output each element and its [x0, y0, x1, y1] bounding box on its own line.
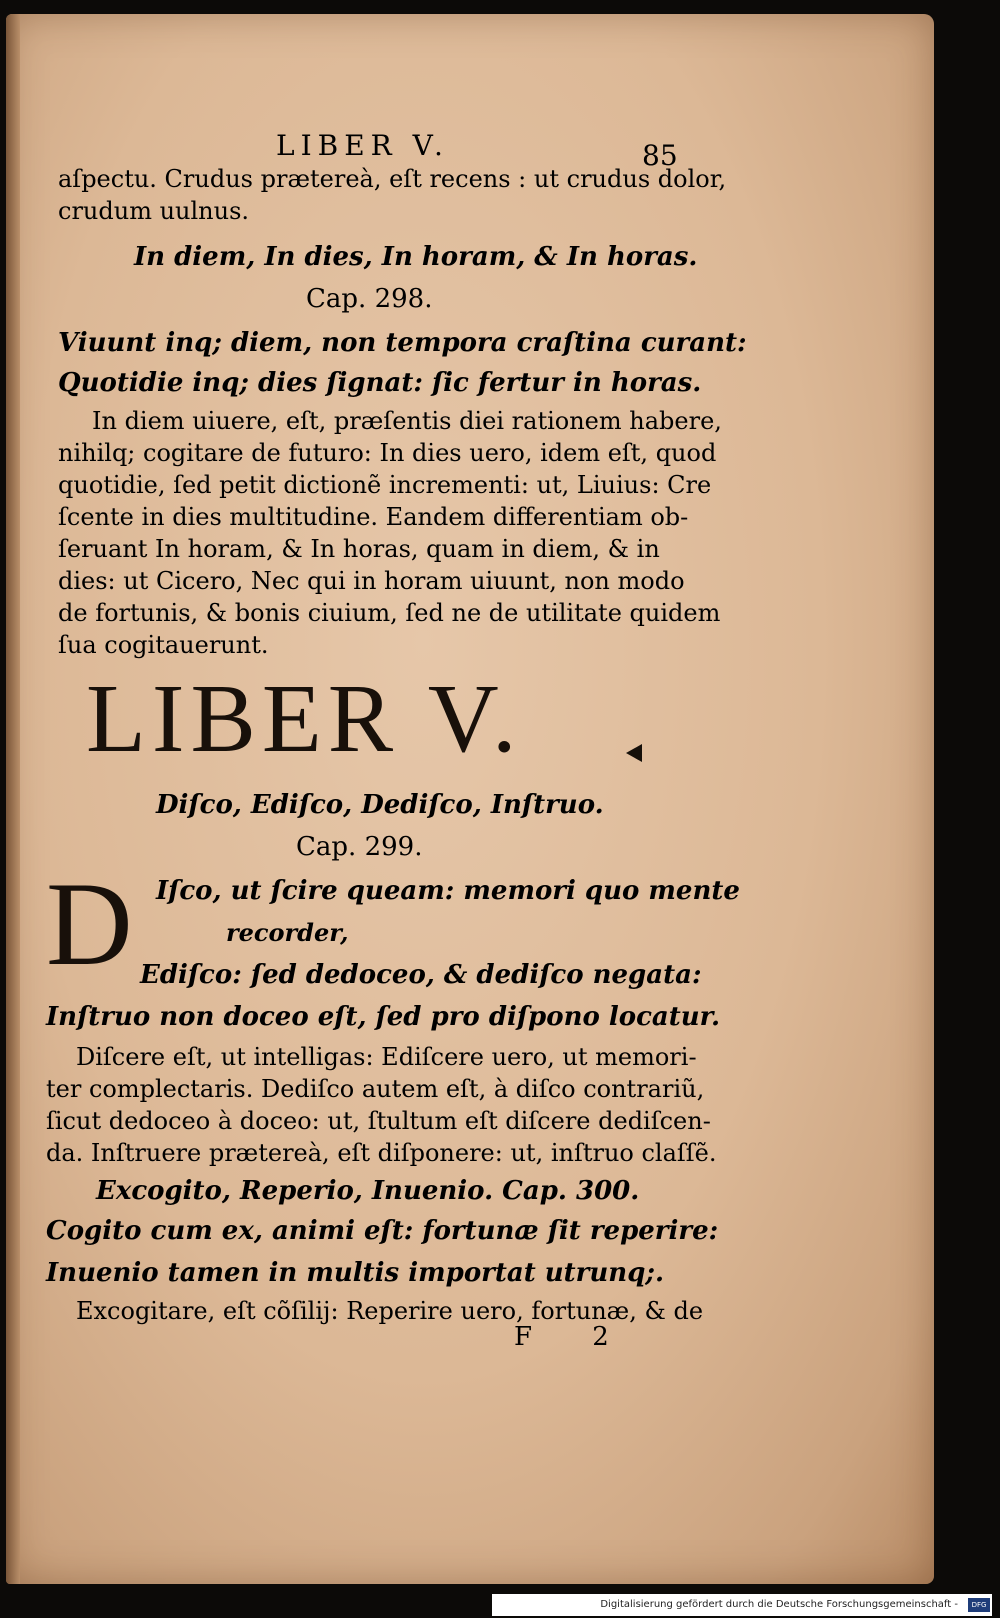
text-line: nihilq; cogitare de futuro: In dies uero, idem eſt, quod	[58, 439, 717, 467]
text-line: da. Inſtruere prætereà, eſt diſponere: ut, inſtruo claſſẽ.	[46, 1139, 717, 1167]
chapter-heading: Excogito, Reperio, Inuenio. Cap. 300.	[96, 1176, 640, 1206]
text-line: de fortunis, & bonis ciuium, ſed ne de utilitate quidem	[58, 599, 721, 627]
text-line: ſicut dedoceo à doceo: ut, ſtultum eſt diſcere dediſcen-	[46, 1107, 711, 1135]
book-title: LIBER V.	[86, 665, 523, 773]
text-line: ſeruant In horam, & In horas, quam in diem, & in	[58, 535, 660, 563]
dfg-logo: DFG	[968, 1598, 990, 1612]
verse-line: recorder,	[226, 918, 349, 947]
signature-mark: F 2	[514, 1322, 635, 1352]
chapter-heading: In diem, In dies, In horam, & In horas.	[134, 242, 698, 272]
verse-line: Inuenio tamen in multis importat utrunq;.	[46, 1258, 665, 1288]
text-line: Excogitare, eſt cõſilij: Reperire uero, fortunæ, & de	[76, 1297, 704, 1325]
verse-line: Cogito cum ex, animi eſt: fortunæ ſit reperire:	[46, 1216, 719, 1246]
text-line: dies: ut Cicero, Nec qui in horam uiuunt, non modo	[58, 567, 685, 595]
text-line: crudum uulnus.	[58, 197, 250, 225]
chapter-number: Cap. 298.	[306, 284, 433, 314]
verse-line: Ediſco: ſed dedoceo, & dediſco negata:	[140, 960, 702, 990]
text-line: ter complectaris. Dediſco autem eſt, à diſco contrariũ,	[46, 1075, 705, 1103]
text-line: quotidie, ſed petit dictionẽ incrementi: ut, Liuius: Cre	[58, 471, 712, 499]
verse-line: Quotidie inq; dies ſignat: ſic fertur in horas.	[58, 368, 702, 398]
chapter-number: Cap. 299.	[296, 832, 423, 862]
text-line: aſpectu. Crudus prætereà, eſt recens : ut crudus dolor,	[58, 165, 727, 193]
page-edge	[6, 14, 20, 1584]
running-head: LIBER V.	[276, 129, 449, 162]
text-line: In diem uiuere, eſt, præſentis diei rationem habere,	[92, 407, 722, 435]
text-line: ſcente in dies multitudine. Eandem differentiam ob-	[58, 503, 689, 531]
book-page	[6, 14, 934, 1584]
chapter-heading: Diſco, Ediſco, Dediſco, Inſtruo.	[156, 790, 604, 820]
page-number: 85	[642, 139, 678, 172]
digitization-credit: Digitalisierung gefördert durch die Deutsche Forschungsgemeinschaft -	[492, 1594, 992, 1616]
printer-mark-icon	[626, 744, 642, 762]
drop-cap: D	[46, 857, 133, 990]
text-line: ſua cogitauerunt.	[58, 631, 269, 659]
verse-line: Iſco, ut ſcire queam: memori quo mente	[156, 876, 740, 906]
text-line: Diſcere eſt, ut intelligas: Ediſcere uero, ut memori-	[76, 1043, 697, 1071]
verse-line: Viuunt inq; diem, non tempora craſtina curant:	[58, 328, 747, 358]
verse-line: Inſtruo non doceo eſt, ſed pro diſpono locatur.	[46, 1002, 721, 1032]
